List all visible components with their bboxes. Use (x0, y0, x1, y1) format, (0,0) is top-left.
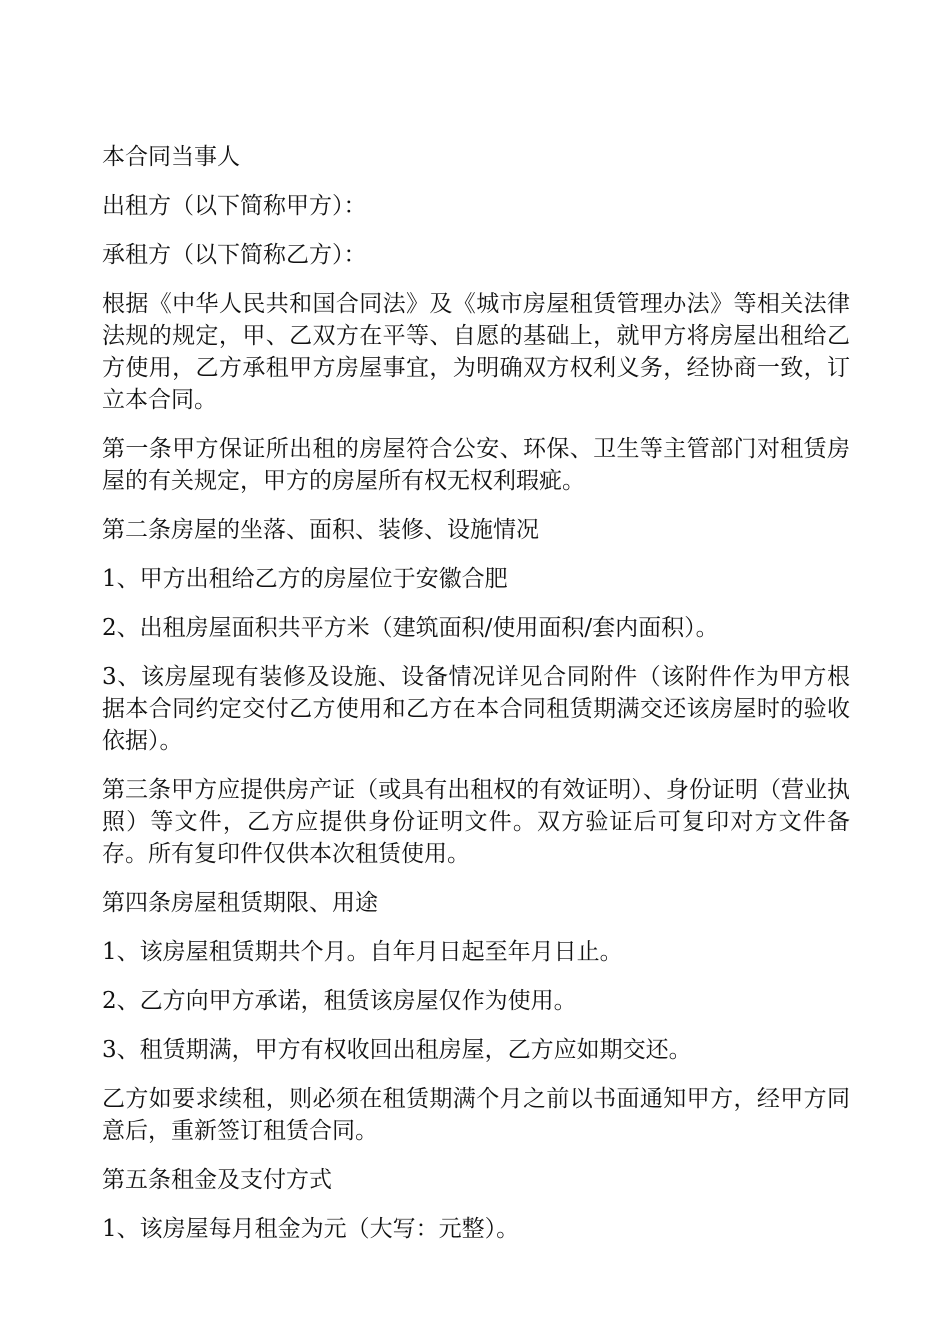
article-5-item-1: 1、该房屋每月租金为元（大写：元整）。 (102, 1216, 520, 1242)
renewal-paragraph: 乙方如要求续租，则必须在租赁期满个月之前以书面通知甲方，经甲方同意后，重新签订租赁合同。 (102, 1086, 850, 1144)
contract-parties-heading: 本合同当事人 (102, 144, 240, 170)
lessor-line: 出租方（以下简称甲方）： (102, 193, 367, 219)
contract-page (102, 141, 850, 1262)
article-2-item-3: 3、该房屋现有装修及设施、设备情况详见合同附件（该附件作为甲方根据本合同约定交付乙方使用和乙方在本合同租赁期满交还该房屋时的验收依据）。 (102, 664, 850, 754)
article-4-item-2: 2、乙方向甲方承诺，租赁该房屋仅作为使用。 (102, 988, 577, 1014)
article-5-heading: 第五条租金及支付方式 (102, 1167, 332, 1193)
lessee-line: 承租方（以下简称乙方）： (102, 242, 367, 268)
article-4-item-1: 1、该房屋租赁期共个月。自年月日起至年月日止。 (102, 939, 623, 965)
article-2-item-2: 2、出租房屋面积共平方米（建筑面积/使用面积/套内面积）。 (102, 615, 719, 641)
article-1: 第一条甲方保证所出租的房屋符合公安、环保、卫生等主管部门对租赁房屋的有关规定，甲方的房屋所有权无权利瑕疵。 (102, 436, 850, 494)
preamble-paragraph: 根据《中华人民共和国合同法》及《城市房屋租赁管理办法》等相关法律法规的规定，甲、乙双方在平等、自愿的基础上，就甲方将房屋出租给乙方使用，乙方承租甲方房屋事宜，为明确双方权利义务，经协商一致，订立本合同。 (102, 291, 850, 413)
article-2-item-1: 1、甲方出租给乙方的房屋位于安徽合肥 (102, 566, 508, 592)
article-4-item-3: 3、租赁期满，甲方有权收回出租房屋，乙方应如期交还。 (102, 1037, 692, 1063)
article-4-heading: 第四条房屋租赁期限、用途 (102, 890, 378, 916)
article-2-heading: 第二条房屋的坐落、面积、装修、设施情况 (102, 517, 539, 543)
article-3: 第三条甲方应提供房产证（或具有出租权的有效证明）、身份证明（营业执照）等文件，乙方应提供身份证明文件。双方验证后可复印对方文件备存。所有复印件仅供本次租赁使用。 (102, 777, 850, 867)
